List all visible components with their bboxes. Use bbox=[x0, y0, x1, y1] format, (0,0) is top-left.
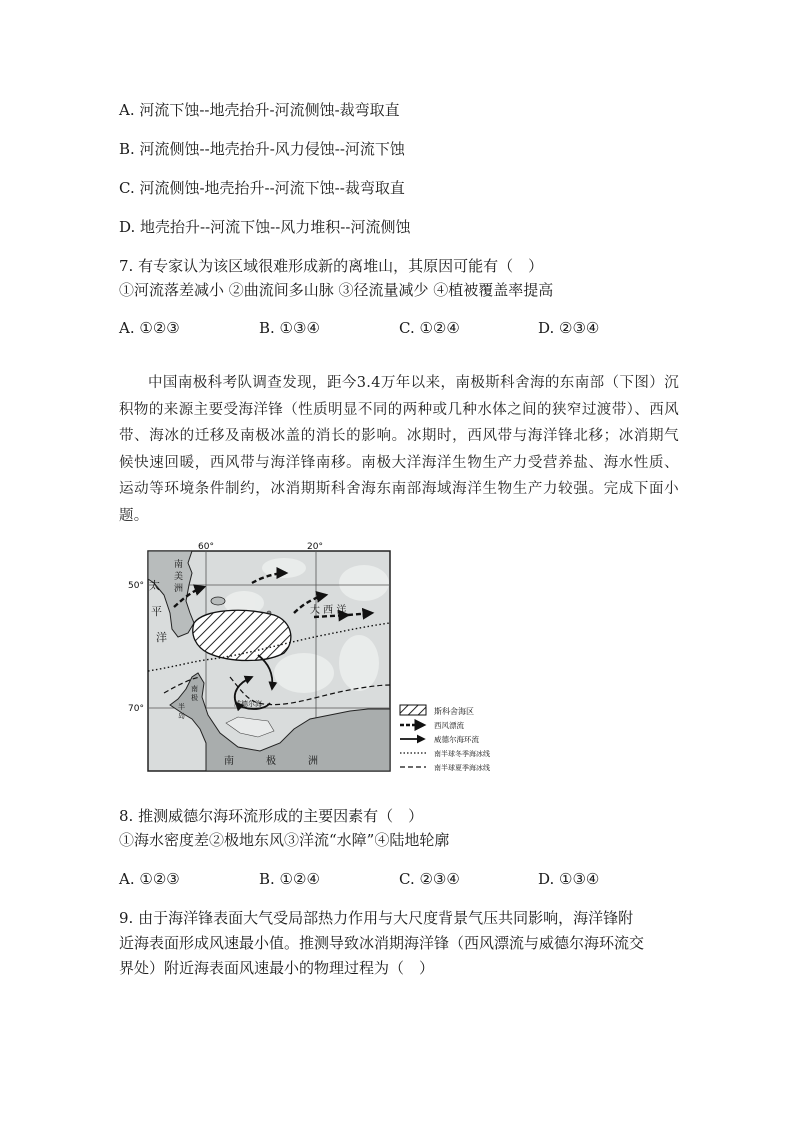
legend-dashed-arrow-label: 西风漂流 bbox=[434, 721, 464, 730]
option-6c: C. 河流侧蚀-地壳抬升--河流下蚀--裁弯取直 bbox=[119, 179, 405, 197]
option-7b: B. ①③④ bbox=[259, 319, 320, 337]
lat-label-50: 50° bbox=[128, 581, 144, 591]
lon-label-20: 20° bbox=[307, 542, 323, 552]
option-7c: C. ①②④ bbox=[399, 319, 460, 337]
falkland-islands bbox=[211, 597, 225, 605]
question-8-items: ①海水密度差②极地东风③洋流“水障”④陆地轮廓 bbox=[119, 831, 450, 849]
lat-label-70: 70° bbox=[128, 704, 144, 714]
option-6b: B. 河流侧蚀--地壳抬升-风力侵蚀--河流下蚀 bbox=[119, 140, 405, 158]
option-8a: A. ①②③ bbox=[119, 870, 180, 888]
legend-dotted-label: 南半球冬季海冰线 bbox=[434, 750, 490, 758]
passage: 中国南极科考队调查发现，距今3.4万年以来，南极斯科舍海的东南部（下图）沉积物的来源主要受海洋锋（性质明显不同的两种或几种水体之间的狭窄过渡带）、西风带、海冰的迁移及南极冰盖的消长的影响。冰期时，西风带与海洋锋北移；冰消期气候快速回暖，西风带与海洋锋南移。南极大洋海洋生物生产力受营养盐、海水性质、运动等环境条件制约，冰消期斯科舍海东南部海域海洋生物生产力较强。完成下面小题。 bbox=[119, 375, 679, 524]
option-7d: D. ②③④ bbox=[538, 319, 600, 337]
svg-text:南: 南 bbox=[224, 756, 234, 767]
legend-hatch-swatch bbox=[400, 705, 426, 715]
question-9-line-2: 近海表面形成风速最小值。推测导致冰消期海洋锋（西风漂流与威德尔海环流交 bbox=[119, 934, 645, 952]
svg-text:平: 平 bbox=[151, 605, 162, 618]
legend-hatch-label: 斯科舍海区 bbox=[434, 707, 474, 716]
south-america-label bbox=[174, 558, 183, 594]
lon-label-60: 60° bbox=[198, 542, 214, 552]
svg-text:洲: 洲 bbox=[308, 756, 318, 767]
option-8b: B. ①②④ bbox=[259, 870, 320, 888]
scotia-sea-map bbox=[128, 542, 502, 779]
svg-text:洲: 洲 bbox=[174, 584, 184, 594]
option-6a: A. 河流下蚀--地壳抬升-河流侧蚀-裁弯取直 bbox=[119, 101, 400, 119]
svg-text:南: 南 bbox=[174, 560, 184, 570]
weddell-label: 威德尔海 bbox=[234, 700, 262, 708]
question-7-items: ①河流落差减小 ②曲流间多山脉 ③径流量减少 ④植被覆盖率提高 bbox=[119, 281, 554, 299]
map-legend bbox=[400, 705, 490, 772]
svg-text:岛: 岛 bbox=[178, 712, 185, 720]
svg-text:美: 美 bbox=[174, 572, 184, 582]
question-9-line-1: 9. 由于海洋锋表面大气受局部热力作用与大尺度背景气压共同影响，海洋锋附 bbox=[119, 909, 634, 927]
option-8c: C. ②③④ bbox=[399, 870, 460, 888]
question-8-stem: 8. 推测威德尔海环流形成的主要因素有（ ） bbox=[119, 807, 424, 825]
svg-text:极: 极 bbox=[266, 756, 276, 767]
atlantic-label: 大 西 洋 bbox=[310, 605, 347, 616]
svg-text:洋: 洋 bbox=[156, 631, 167, 644]
question-9-line-3: 界处）附近海表面风速最小的物理过程为（ ） bbox=[119, 959, 435, 977]
svg-text:南: 南 bbox=[191, 685, 198, 693]
svg-text:极: 极 bbox=[191, 694, 198, 702]
question-7-stem: 7. 有专家认为该区域很难形成新的离堆山，其原因可能有（ ） bbox=[119, 257, 544, 275]
legend-solid-arrow-label: 威德尔海环流 bbox=[434, 735, 479, 744]
svg-text:半: 半 bbox=[178, 703, 185, 711]
svg-text:太: 太 bbox=[149, 579, 160, 592]
option-8d: D. ①③④ bbox=[538, 870, 600, 888]
option-6d: D. 地壳抬升--河流下蚀--风力堆积--河流侧蚀 bbox=[119, 218, 411, 236]
option-7a: A. ①②③ bbox=[119, 319, 180, 337]
legend-dashed-label: 南半球夏季海冰线 bbox=[434, 764, 490, 772]
scotia-sea-region bbox=[193, 610, 291, 660]
